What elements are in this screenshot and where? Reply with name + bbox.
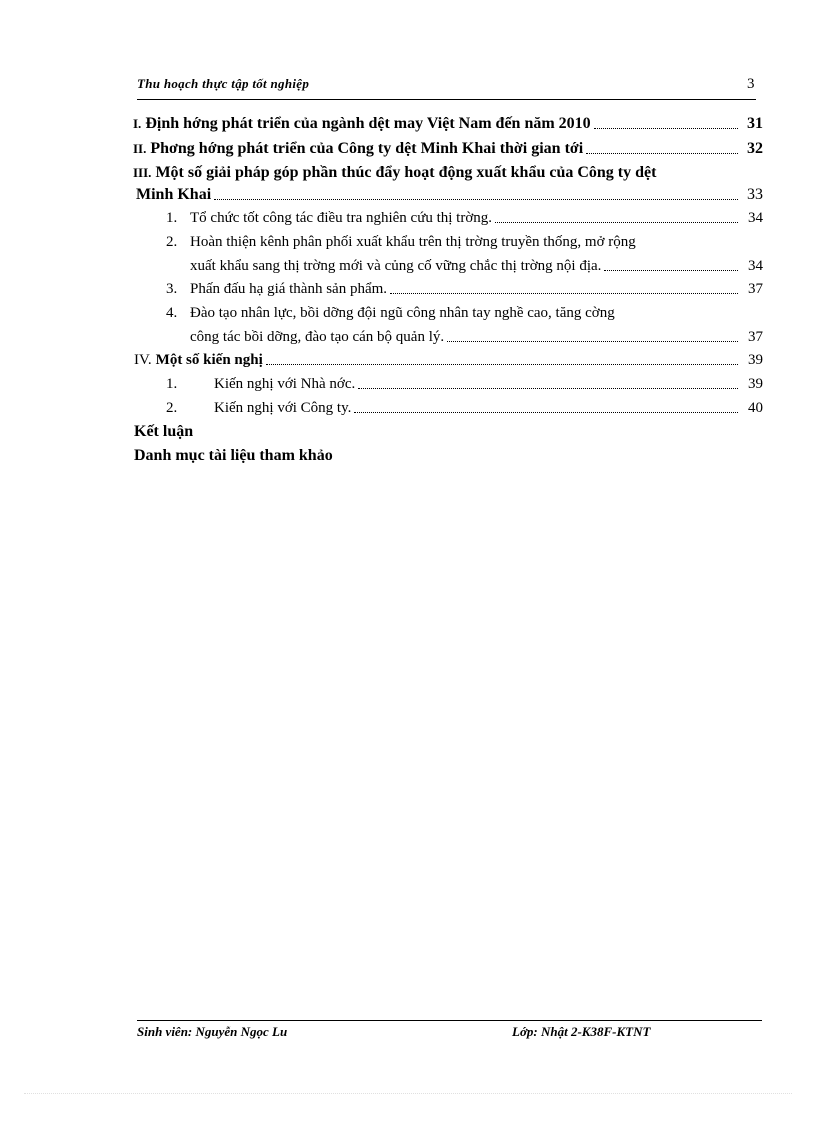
page-number: 3 [747,76,755,92]
toc-entry-text: Kiến nghị với Công ty. [214,400,352,416]
dot-leader [358,387,738,389]
page-bottom-border [24,1093,792,1094]
toc-entry-s4[interactable] [166,302,763,324]
toc-item-number: 1. [166,210,178,226]
toc-entry-text: Kiến nghị với Nhà nớc. [214,376,356,392]
toc-marker: III. [133,165,152,180]
toc-entry-s2[interactable] [166,231,763,253]
toc-entry-i1[interactable] [133,113,763,135]
toc-page-number: 33 [747,186,763,203]
toc-page-number: 32 [747,140,763,157]
toc-entry-i2[interactable] [133,138,763,160]
toc-page-number: 39 [748,352,763,368]
toc-entry-text: Một số kiến nghị [155,352,263,368]
dot-leader [214,198,738,200]
toc-page-number: 34 [748,210,763,226]
toc-item-number: 2. [166,400,178,416]
toc-item-number: 2. [166,234,178,250]
toc-entry-text: Một số giải pháp góp phần thúc đẩy hoạt động xuất khẩu của Công ty dệt [155,164,657,181]
toc-entry-text: Định hớng phát triển của ngành dệt may Việt Nam đến năm 2010 [145,115,591,132]
toc-marker: IV. [134,352,152,368]
toc-entry-text: công tác bồi dỡng, đào tạo cán bộ quản lý. [190,329,445,345]
toc-entry-k2[interactable] [166,397,763,419]
toc-entry-k1[interactable] [166,373,763,395]
toc-entry-i3-cont[interactable] [136,184,763,206]
toc-entry-text: Minh Khai [136,186,212,203]
toc-entry-s1[interactable] [166,207,763,229]
footer-class: Lớp: Nhật 2-K38F-KTNT [512,1024,651,1039]
toc-page-number: 34 [748,258,763,274]
toc-entry-text: Kết luận [134,423,194,440]
toc-item-number: 1. [166,376,178,392]
toc-entry-s3[interactable] [166,278,763,300]
toc-entry-conclusion[interactable] [134,421,193,443]
toc-page-number: 39 [748,376,763,392]
toc-entry-references[interactable] [134,445,333,467]
toc-entry-text: Đào tạo nhân lực, bồi dỡng đội ngũ công nhân tay nghề cao, tăng cờng [190,305,615,321]
dot-leader [594,127,738,129]
dot-leader [390,292,738,294]
toc-page-number: 40 [748,400,763,416]
toc-entry-s2-cont[interactable] [190,255,763,277]
toc-entry-text: Tổ chức tốt công tác điều tra nghiên cứu thị trờng. [190,210,493,226]
toc-item-number: 4. [166,305,178,321]
dot-leader [447,340,738,342]
toc-entry-text: Danh mục tài liệu tham khảo [134,447,333,464]
footer-divider [137,1020,762,1021]
toc-marker: I. [133,116,142,131]
toc-entry-text: Phơng hớng phát triển của Công ty dệt Minh Khai thời gian tới [150,140,584,157]
toc-entry-s4-cont[interactable] [190,326,763,348]
header-title: Thu hoạch thực tập tốt nghiệp [137,76,310,91]
toc-entry-text: Phấn đấu hạ giá thành sản phẩm. [190,281,388,297]
toc-page-number: 37 [748,281,763,297]
toc-entry-text: xuất khẩu sang thị trờng mới và củng cố vững chắc thị trờng nội địa. [190,258,602,274]
toc-entry-i3[interactable] [133,162,763,184]
dot-leader [586,152,738,154]
footer-student: Sinh viên: Nguyễn Ngọc Lu [137,1024,288,1039]
toc-page-number: 37 [748,329,763,345]
dot-leader [266,363,738,365]
dot-leader [604,269,738,271]
dot-leader [354,411,738,413]
dot-leader [495,221,738,223]
toc-marker: II. [133,141,147,156]
toc-entry-i4[interactable] [134,349,763,371]
toc-entry-text: Hoàn thiện kênh phân phối xuất khẩu trên thị trờng truyền thống, mở rộng [190,234,636,250]
toc-item-number: 3. [166,281,178,297]
toc-page-number: 31 [747,115,763,132]
